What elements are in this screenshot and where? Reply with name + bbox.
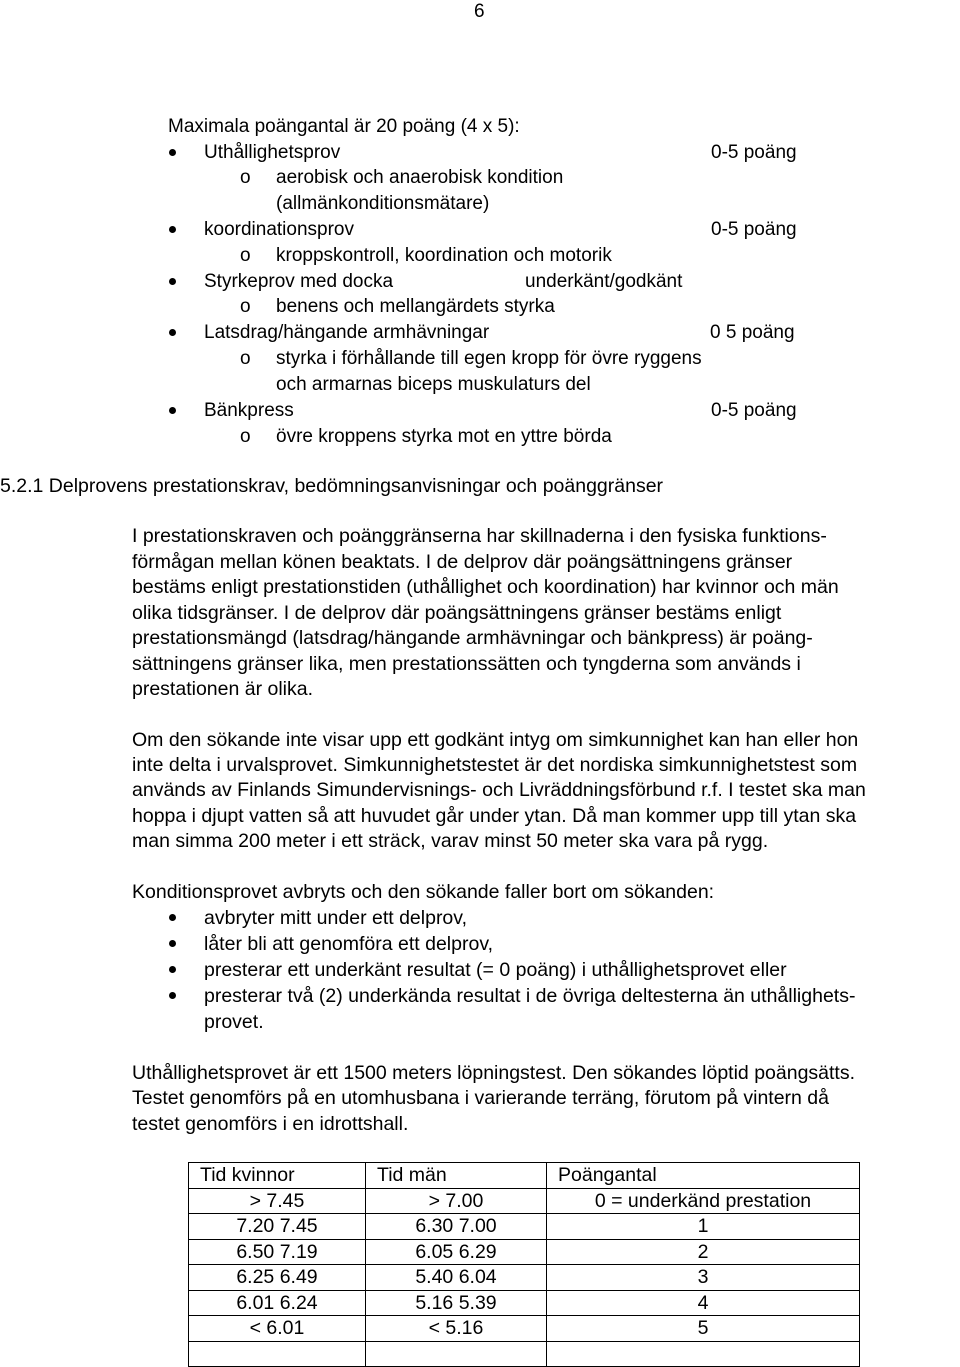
paragraph-line: prestationen är olika. — [132, 678, 314, 700]
table-cell — [547, 1341, 860, 1367]
abort-item: presterar två (2) underkända resultat i de övriga deltesterna än uthållighets- — [204, 985, 856, 1007]
table-row — [189, 1265, 860, 1291]
test-name: Uthållighetsprov — [204, 142, 341, 163]
test-detail: aerobisk och anaerobisk kondition — [276, 167, 564, 188]
table-cell — [366, 1341, 547, 1367]
table-cell: > 7.00 — [366, 1188, 547, 1214]
paragraph-line: används av Finlands Simundervisnings- och Livräddningsförbund r.f. I testet ska man — [132, 779, 866, 801]
paragraph-line: I prestationskraven och poänggränserna har skillnaderna i den fysiska funktions- — [132, 525, 827, 547]
test-score: underkänt/godkänt — [525, 271, 683, 292]
paragraph-line: testet genomförs i en idrottshall. — [132, 1113, 409, 1135]
test-detail: styrka i förhållande till egen kropp för övre ryggens — [276, 348, 702, 369]
table-row — [189, 1290, 860, 1316]
table-cell: 4 — [547, 1290, 860, 1316]
table-cell: < 5.16 — [366, 1316, 547, 1342]
test-name: koordinationsprov — [204, 219, 354, 240]
paragraph-line: hoppa i djupt vatten så att huvudet går under ytan. Då man kommer upp till ytan ska — [132, 805, 857, 827]
paragraph-line: förmågan mellan könen beaktats. I de delprov där poängsättningens gränser — [132, 551, 793, 573]
test-detail: (allmänkonditionsmätare) — [276, 193, 490, 214]
table-cell: 6.05 6.29 — [366, 1239, 547, 1265]
abort-item-continued: provet. — [204, 1011, 264, 1033]
table-header: Poängantal — [547, 1163, 860, 1189]
abort-item: låter bli att genomföra ett delprov, — [204, 933, 494, 955]
test-name: Styrkeprov med docka — [204, 271, 394, 292]
table-cell: 1 — [547, 1214, 860, 1240]
table-cell: 0 = underkänd prestation — [547, 1188, 860, 1214]
paragraph-line: sättningens gränser lika, men prestationssätten och tyngderna som används i — [132, 653, 801, 675]
table-header: Tid män — [366, 1163, 547, 1189]
table-header-row — [189, 1163, 860, 1189]
section-heading: 5.2.1 Delprovens prestationskrav, bedömningsanvisningar och poänggränser — [0, 475, 664, 497]
table-header: Tid kvinnor — [189, 1163, 366, 1189]
bullet-icon — [169, 149, 176, 156]
sub-marker: o — [240, 296, 251, 317]
paragraph-line: inte delta i urvalsprovet. Simkunnighetstestet är det nordiska simkunnighetstest som — [132, 754, 858, 776]
test-detail: benens och mellangärdets styrka — [276, 296, 555, 317]
table-row — [189, 1316, 860, 1342]
table-cell — [189, 1341, 366, 1367]
table-cell: 7.20 7.45 — [189, 1214, 366, 1240]
test-score: 0-5 poäng — [711, 219, 797, 240]
test-name: Bänkpress — [204, 400, 294, 421]
page-number: 6 — [474, 1, 485, 22]
sub-marker: o — [240, 167, 251, 188]
test-score: 0-5 poäng — [711, 142, 797, 163]
paragraph-line: olika tidsgränser. I de delprov där poängsättningens gränser bestäms enligt — [132, 602, 782, 624]
test-score: 0 5 poäng — [710, 322, 795, 343]
test-detail: och armarnas biceps muskulaturs del — [276, 374, 591, 395]
table-row — [189, 1188, 860, 1214]
paragraph-line: Testet genomförs på en utomhusbana i varierande terräng, förutom på vintern då — [132, 1087, 829, 1109]
table-cell: 5 — [547, 1316, 860, 1342]
table-row — [189, 1214, 860, 1240]
test-score: 0-5 poäng — [711, 400, 797, 421]
bullet-icon — [169, 329, 176, 336]
sub-marker: o — [240, 245, 251, 266]
table-row — [189, 1341, 860, 1367]
abort-intro: Konditionsprovet avbryts och den sökande faller bort om sökanden: — [132, 881, 715, 903]
paragraph-line: man simma 200 meter i ett sträck, varav minst 50 meter ska vara på rygg. — [132, 830, 769, 852]
paragraph-line: prestationsmängd (latsdrag/hängande armhävningar och bänkpress) är poäng- — [132, 627, 813, 649]
table-cell: 3 — [547, 1265, 860, 1291]
test-detail: övre kroppens styrka mot en yttre börda — [276, 426, 612, 447]
table-cell: 5.16 5.39 — [366, 1290, 547, 1316]
bullet-icon — [169, 278, 176, 285]
table-cell: 2 — [547, 1239, 860, 1265]
table-cell: > 7.45 — [189, 1188, 366, 1214]
bullet-icon — [169, 940, 176, 947]
results-table — [188, 1162, 860, 1367]
table-cell: 6.25 6.49 — [189, 1265, 366, 1291]
bullet-icon — [169, 966, 176, 973]
bullet-icon — [169, 992, 176, 999]
bullet-icon — [169, 914, 176, 921]
abort-item: presterar ett underkänt resultat (= 0 poäng) i uthållighetsprovet eller — [204, 959, 787, 981]
table-row — [189, 1239, 860, 1265]
test-detail: kroppskontroll, koordination och motorik — [276, 245, 612, 266]
bullet-icon — [169, 407, 176, 414]
table-cell: 6.30 7.00 — [366, 1214, 547, 1240]
sub-marker: o — [240, 348, 251, 369]
paragraph-line: Uthållighetsprovet är ett 1500 meters löpningstest. Den sökandes löptid poängsätts. — [132, 1062, 856, 1084]
table-cell: < 6.01 — [189, 1316, 366, 1342]
paragraph-line: Om den sökande inte visar upp ett godkänt intyg om simkunnighet kan han eller hon — [132, 729, 859, 751]
table-cell: 6.50 7.19 — [189, 1239, 366, 1265]
sub-marker: o — [240, 426, 251, 447]
table-cell: 6.01 6.24 — [189, 1290, 366, 1316]
scoring-intro: Maximala poängantal är 20 poäng (4 x 5): — [168, 116, 520, 137]
table-cell: 5.40 6.04 — [366, 1265, 547, 1291]
paragraph-line: bestäms enligt prestationstiden (uthållighet och koordination) har kvinnor och män — [132, 576, 839, 598]
abort-item: avbryter mitt under ett delprov, — [204, 907, 468, 929]
bullet-icon — [169, 226, 176, 233]
test-name: Latsdrag/hängande armhävningar — [204, 322, 490, 343]
